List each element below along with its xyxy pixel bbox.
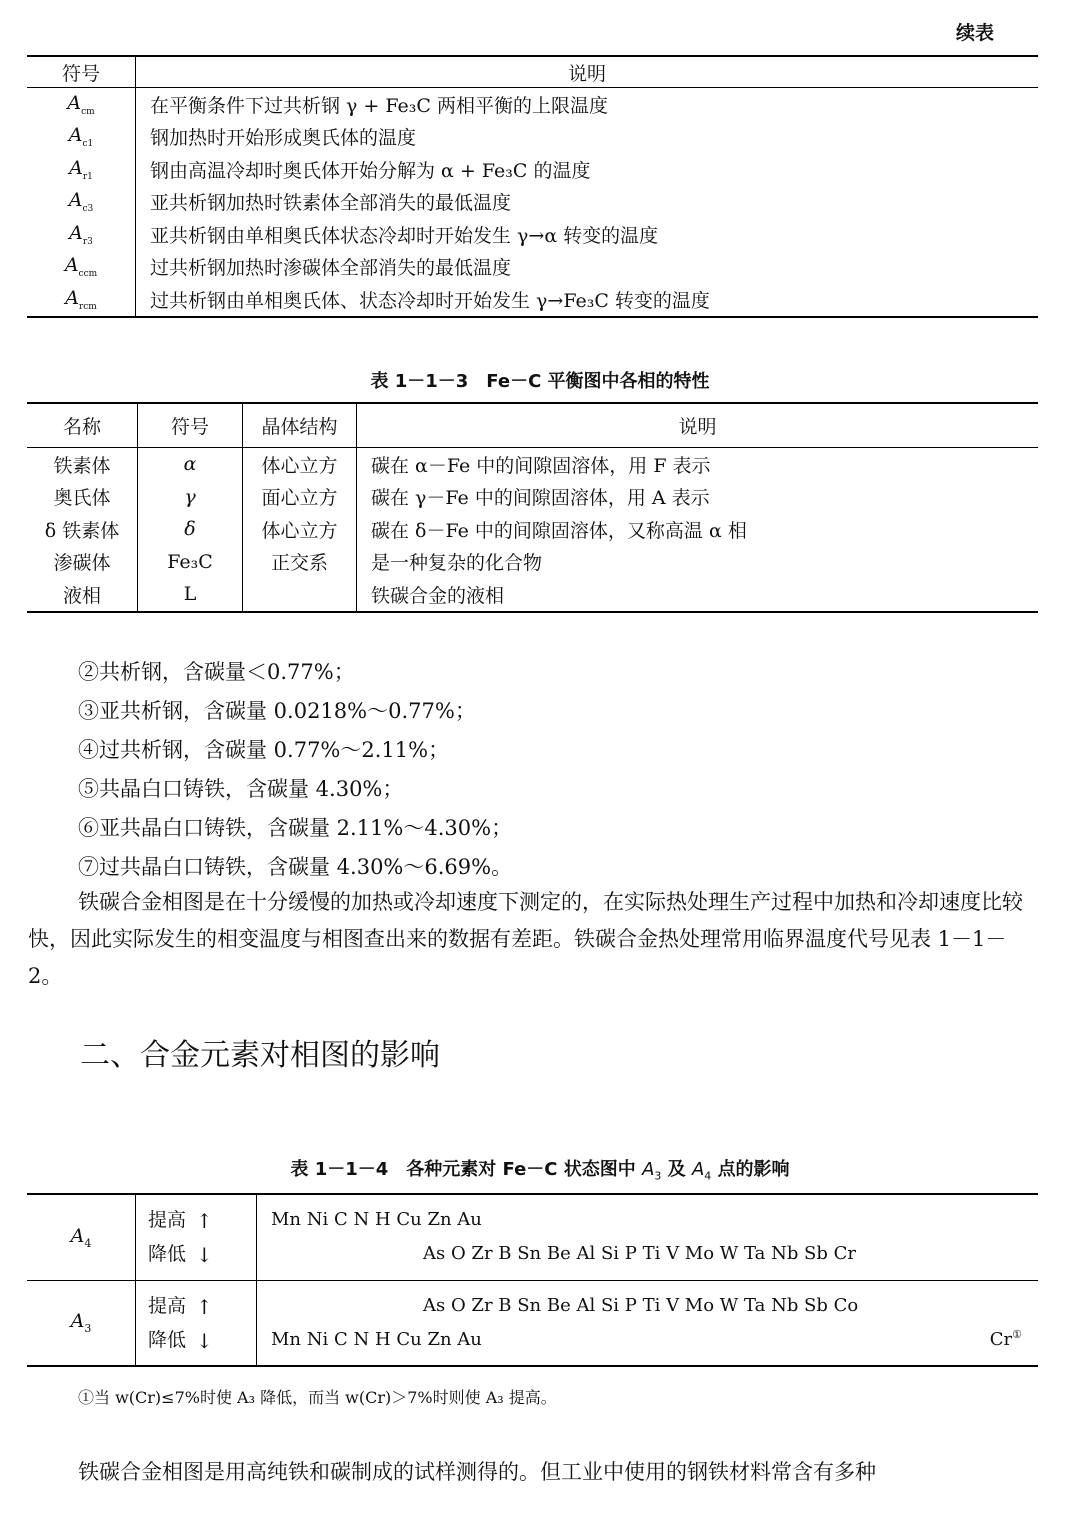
description-cell: 碳在 δ－Fe 中的间隙固溶体，又称高温 α 相 <box>371 519 747 542</box>
description-cell: 过共析钢由单相奥氏体、状态冷却时开始发生 γ→Fe₃C 转变的温度 <box>150 289 710 312</box>
symbol-cell: L <box>138 578 243 612</box>
symbol-cell: Fe₃C <box>138 546 243 579</box>
point-cell: $A_3$ <box>27 1280 136 1366</box>
direction-cell: 提高 ↑ 降低 ↓ <box>136 1194 257 1280</box>
table-row <box>27 283 1038 317</box>
description-cell: 钢加热时开始形成奥氏体的温度 <box>150 127 417 150</box>
symbol-cell: α <box>138 448 243 481</box>
direction-cell: 提高 ↑ 降低 ↓ <box>136 1280 257 1366</box>
list-item: ④过共析钢，含碳量 0.77%～2.11%； <box>78 738 450 762</box>
column-header-symbol: 符号 <box>27 56 136 88</box>
elements-cell <box>257 1194 1039 1280</box>
table-row <box>27 1280 1038 1366</box>
name-cell: 液相 <box>27 578 138 612</box>
arrow-up-icon: ↑ <box>196 1294 213 1319</box>
element-effects-table <box>27 1193 1038 1367</box>
symbol-cell: $A_{rcm}$ <box>27 283 136 317</box>
table-row <box>27 121 1038 154</box>
table-row <box>27 578 1038 612</box>
lower-elements: As O Zr B Sn Be Al Si P Ti V Mo W Ta Nb Sb Cr <box>423 1243 857 1265</box>
table-row <box>27 513 1038 546</box>
description-cell: 亚共析钢加热时铁素体全部消失的最低温度 <box>150 192 512 215</box>
description-cell: 铁碳合金的液相 <box>371 584 505 607</box>
elements-cell <box>257 1280 1039 1366</box>
section-heading: 二、合金元素对相图的影响 <box>80 1038 440 1073</box>
raise-elements: Mn Ni C N H Cu Zn Au <box>271 1209 482 1231</box>
continued-label: 续表 <box>955 22 994 44</box>
critical-temperature-table <box>27 55 1038 318</box>
table-header-row <box>27 56 1038 88</box>
structure-cell: 面心立方 <box>243 481 357 514</box>
name-cell: 铁素体 <box>27 448 138 481</box>
name-cell: 奥氏体 <box>27 481 138 514</box>
list-item: ③亚共析钢，含碳量 0.0218%～0.77%； <box>78 699 476 723</box>
column-header-structure: 晶体结构 <box>243 403 357 448</box>
table-footnote: ①当 w(Cr)≤7%时使 A₃ 降低，而当 w(Cr)＞7%时则使 A₃ 提高。 <box>78 1388 557 1407</box>
symbol-cell: $A_{ccm}$ <box>27 251 136 284</box>
description-cell: 亚共析钢由单相奥氏体状态冷却时开始发生 γ→α 转变的温度 <box>150 224 659 247</box>
description-cell: 过共析钢加热时渗碳体全部消失的最低温度 <box>150 257 512 280</box>
symbol-cell: $A_{cm}$ <box>27 88 136 121</box>
table-row <box>27 218 1038 251</box>
table-caption-elements: 表 1－1－4 各种元素对 Fe－C 状态图中 $A_3$ 及 $A_4$ 点的影响 <box>290 1159 790 1183</box>
symbol-cell: δ <box>138 513 243 546</box>
name-cell: 渗碳体 <box>27 546 138 579</box>
symbol-cell: $A_{c3}$ <box>27 186 136 219</box>
table-row <box>27 186 1038 219</box>
description-cell: 碳在 γ－Fe 中的间隙固溶体，用 A 表示 <box>371 487 710 510</box>
table-row <box>27 481 1038 514</box>
arrow-down-icon: ↓ <box>196 1243 213 1268</box>
phase-properties-table <box>27 402 1038 613</box>
list-item: ⑤共晶白口铸铁，含碳量 4.30%； <box>78 777 404 801</box>
name-cell: δ 铁素体 <box>27 513 138 546</box>
table-header-row <box>27 403 1038 448</box>
table-row <box>27 153 1038 186</box>
table-caption-phases: 表 1－1－3 Fe－C 平衡图中各相的特性 <box>370 371 710 392</box>
structure-cell <box>243 578 357 612</box>
table-row <box>27 88 1038 121</box>
description-cell: 碳在 α－Fe 中的间隙固溶体，用 F 表示 <box>371 454 711 477</box>
structure-cell: 体心立方 <box>243 448 357 481</box>
point-cell: $A_4$ <box>27 1194 136 1280</box>
lower-elements: Mn Ni C N H Cu Zn Au <box>271 1328 482 1350</box>
table-row <box>27 1194 1038 1280</box>
list-item: ⑦过共晶白口铸铁，含碳量 4.30%～6.69%。 <box>78 855 513 879</box>
symbol-cell: $A_{r1}$ <box>27 153 136 186</box>
structure-cell: 正交系 <box>243 546 357 579</box>
table-row <box>27 546 1038 579</box>
column-header-symbol: 符号 <box>138 403 243 448</box>
column-header-name: 名称 <box>27 403 138 448</box>
table-row <box>27 448 1038 481</box>
raise-elements: As O Zr B Sn Be Al Si P Ti V Mo W Ta Nb Sb Co <box>423 1294 859 1316</box>
arrow-down-icon: ↓ <box>196 1328 213 1353</box>
table-row <box>27 251 1038 284</box>
column-header-description: 说明 <box>136 56 1039 88</box>
body-paragraph-continued: 铁碳合金相图是用高纯铁和碳制成的试样测得的。但工业中使用的钢铁材料常含有多种 <box>78 1460 876 1484</box>
list-item: ②共析钢，含碳量＜0.77%； <box>78 660 355 684</box>
structure-cell: 体心立方 <box>243 513 357 546</box>
symbol-cell: $A_{c1}$ <box>27 121 136 154</box>
body-paragraph: 铁碳合金相图是在十分缓慢的加热或冷却速度下测定的，在实际热处理生产过程中加热和冷却速度比较快，因此实际发生的相变温度与相图查出来的数据有差距。铁碳合金热处理常用临界温度代号见表 1－1－2。 <box>28 890 1023 988</box>
chromium-note-mark: Cr① <box>989 1328 1022 1350</box>
symbol-cell: γ <box>138 481 243 514</box>
list-item: ⑥亚共晶白口铸铁，含碳量 2.11%～4.30%； <box>78 816 513 840</box>
symbol-cell: $A_{r3}$ <box>27 218 136 251</box>
description-cell: 在平衡条件下过共析钢 γ + Fe₃C 两相平衡的上限温度 <box>150 94 608 117</box>
description-cell: 钢由高温冷却时奥氏体开始分解为 α + Fe₃C 的温度 <box>150 159 591 182</box>
arrow-up-icon: ↑ <box>196 1209 213 1234</box>
description-cell: 是一种复杂的化合物 <box>371 552 543 575</box>
column-header-description: 说明 <box>357 403 1039 448</box>
